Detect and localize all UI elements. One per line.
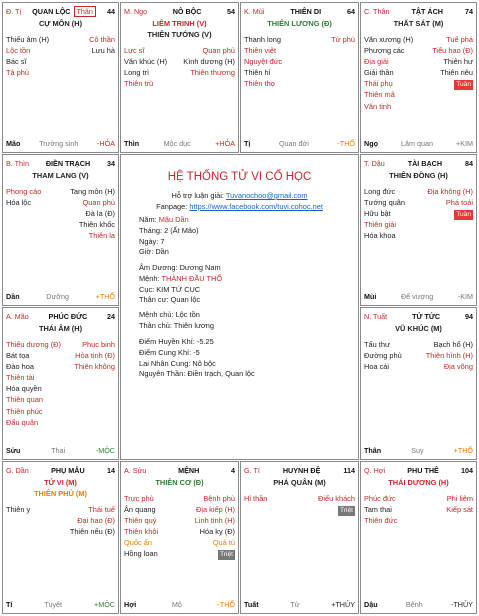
minor-stars-right [89, 34, 115, 78]
minor-star: Hỉ thần [244, 494, 268, 503]
palace-quan-loc[interactable] [2, 2, 119, 153]
minor-star: Tang môn (H) [70, 187, 115, 196]
palace-header [124, 6, 235, 17]
palace-name-group [411, 7, 443, 16]
main-stars [244, 18, 355, 29]
minor-star: Tướng quân [364, 198, 406, 208]
footer-stage: Tuyệt [44, 600, 63, 609]
minor-star: Linh tinh (H) [194, 516, 235, 526]
minor-star: Bệnh phù [203, 494, 235, 503]
main-stars [364, 18, 473, 29]
minor-stars-right [195, 493, 235, 560]
palace-name: TÀI BẠCH [407, 159, 443, 168]
minor-star: Thái phụ [364, 79, 393, 89]
minor-star: Quốc ấn [124, 538, 152, 548]
minor-stars-left [244, 34, 282, 89]
minor-star: Bạch hổ (H) [433, 340, 473, 349]
minor-star: Kiếp sát [446, 505, 473, 515]
fanpage-label: Fanpage: [156, 202, 188, 211]
footer-chi: Tí [6, 600, 13, 609]
minor-star: Thiên hỉ [244, 68, 271, 78]
footer-stage: Trường sinh [39, 139, 79, 148]
footer-stage: Bệnh [405, 600, 423, 609]
minor-star: Thái tuế [88, 505, 115, 514]
menh-chu: Mệnh chủ: Lộc tồn [139, 310, 200, 319]
footer-element: -THỦY [451, 600, 473, 609]
main-star: VŨ KHÚC (M) [395, 324, 442, 333]
palace-can-chi: C. Thân [364, 7, 390, 16]
footer-element: -HỎA [97, 139, 115, 148]
minor-star: Địa giải [364, 57, 389, 67]
minor-star: Hóa khoa [364, 231, 396, 241]
minor-star: Quan phủ [202, 46, 235, 55]
palace-name-group [178, 466, 199, 475]
footer-chi: Sửu [6, 446, 21, 455]
footer-stage: Tử [290, 600, 300, 609]
support-label: Hỗ trợ luận giải: [171, 191, 224, 200]
minor-star: Tuế phá [446, 35, 473, 44]
minor-star: Địa kiếp (H) [195, 505, 235, 515]
fanpage-line [121, 202, 358, 211]
palace-index: 44 [107, 7, 115, 16]
minor-star: Quan phù [82, 198, 115, 208]
system-title: HỆ THỐNG TỬ VI CỔ HỌC [167, 171, 312, 183]
minor-star: Thiên quý [124, 516, 157, 526]
palace-footer [124, 138, 235, 149]
minor-stars [124, 493, 235, 560]
palace-name-group [46, 159, 90, 168]
palace-footer [6, 291, 115, 302]
palace-phu-the[interactable] [360, 461, 477, 614]
minor-stars-right [331, 34, 355, 89]
triet-badge: Triệt [340, 507, 353, 515]
minor-star: Thiếu dương (Đ) [6, 340, 61, 349]
palace-header [6, 311, 115, 322]
minor-star: Thiên quan [6, 395, 43, 405]
center-info-panel [120, 154, 359, 460]
palace-header [244, 465, 355, 476]
minor-star: Tả phù [6, 68, 30, 78]
footer-chi: Thìn [124, 139, 140, 148]
palace-name: QUAN LỘC [32, 7, 71, 16]
palace-index: 34 [107, 159, 115, 168]
main-star: CỰ MÔN (H) [38, 19, 83, 28]
minor-star: Thiên việt [244, 46, 277, 56]
minor-star: Thiên nếu (Đ) [69, 527, 115, 537]
footer-stage: Thai [51, 446, 66, 455]
minor-stars-left [6, 504, 30, 537]
palace-name-group [49, 312, 88, 321]
palace-footer [124, 599, 235, 610]
minor-star: Bác sĩ [6, 57, 27, 67]
birth-month: Tháng: 2 (Ất Mão) [139, 225, 199, 235]
footer-chi: Ngọ [364, 139, 378, 148]
minor-star: Bát tọa [6, 351, 30, 361]
palace-name-group [173, 7, 202, 16]
destiny-info [139, 263, 350, 306]
palace-header [364, 465, 473, 476]
palace-footer [364, 291, 473, 302]
minor-star: Đẩu quân [6, 417, 39, 427]
main-star: PHÁ QUÂN (M) [273, 478, 326, 487]
palace-name-group [408, 159, 442, 168]
footer-element: +THỔ [453, 446, 473, 455]
than-badge: Thân [74, 6, 96, 17]
palace-index: 64 [347, 7, 355, 16]
minor-stars-left [124, 45, 167, 89]
palace-header [124, 465, 235, 476]
minor-star: Lộc tồn [6, 46, 31, 56]
lai-nhan-cung: Lai Nhân Cung: Nô bộc [139, 358, 216, 368]
tuan-badge: Tuần [456, 81, 471, 89]
minor-star: Thiên đức [364, 516, 398, 526]
score-info [139, 337, 350, 380]
main-stars [6, 477, 115, 499]
minor-star: Thiên phúc [6, 406, 43, 416]
main-star: THIÊN TƯỚNG (V) [147, 30, 212, 39]
minor-stars-right [446, 493, 473, 526]
main-stars [6, 18, 115, 29]
palace-header [364, 6, 473, 17]
palace-index: 74 [464, 7, 473, 16]
minor-stars-left [364, 34, 413, 112]
palace-footer [6, 445, 115, 456]
minor-star: Cô thần [89, 35, 115, 44]
main-star: THIÊN CƠ (Đ) [155, 478, 204, 487]
minor-stars-right [318, 493, 355, 516]
palace-tat-ach[interactable] [360, 2, 477, 153]
minor-star: Đường phù [364, 351, 402, 361]
birth-hour: Giờ: Dần [139, 247, 169, 257]
footer-stage: Lâm quan [401, 139, 433, 148]
minor-stars [6, 34, 115, 78]
cuc: Cục: KIM TỨ CỤC [139, 284, 201, 294]
palace-index: 54 [226, 7, 235, 16]
fanpage-link[interactable]: https://www.facebook.com/tuvi.cohoc.net [189, 202, 323, 211]
diem-huyen-khi: Điểm Huyền Khí: -5.25 [139, 337, 214, 346]
minor-stars-left [124, 493, 158, 560]
palace-name: THIÊN DI [290, 7, 322, 16]
than-chu: Thân chủ: Thiên lương [139, 320, 214, 330]
minor-star: Thiên thương [190, 68, 235, 78]
palace-name-group [407, 466, 439, 475]
menh-element: Mệnh: THÀNH ĐẦU THỔ [139, 273, 223, 283]
minor-star: Nguyệt đức [244, 57, 283, 67]
palace-can-chi: T. Dậu [364, 159, 385, 168]
minor-star: Thiên riêu [440, 68, 473, 78]
palace-header [364, 158, 473, 169]
palace-tai-bach[interactable] [360, 154, 477, 306]
minor-star: Tử phù [331, 35, 355, 44]
minor-star: Quả tú [212, 538, 235, 548]
minor-star: Phượng các [364, 46, 405, 56]
footer-element: -THỔ [337, 139, 355, 148]
palace-name: TẬT ÁCH [411, 7, 443, 16]
minor-stars-right [426, 339, 473, 372]
main-star: THIÊN LƯƠNG (Đ) [267, 19, 332, 28]
palace-can-chi: Q. Hợi [364, 466, 386, 475]
palace-header [364, 311, 473, 322]
minor-star: Văn tinh [364, 101, 392, 111]
palace-name: PHÚC ĐỨC [48, 312, 88, 321]
minor-star: Thiên không [74, 362, 115, 372]
minor-star: Giải thần [364, 68, 394, 78]
footer-stage: Quan đới [278, 139, 309, 148]
minor-stars [364, 186, 473, 241]
minor-star: Thiên mã [364, 90, 395, 100]
main-star: THIÊN ĐỒNG (H) [389, 171, 448, 180]
minor-star: Kình dương (H) [183, 57, 235, 67]
palace-dien-trach[interactable] [2, 154, 119, 306]
footer-element: -THỔ [217, 600, 235, 609]
minor-star: Văn khúc (H) [124, 57, 168, 67]
minor-star: Thiên hình (H) [425, 351, 473, 361]
palace-can-chi: N. Tuất [364, 312, 388, 321]
minor-star: Tiểu hao (Đ) [432, 46, 473, 56]
birth-day: Ngày: 7 [139, 236, 165, 246]
main-star: LIÊM TRINH (V) [152, 19, 207, 28]
palace-index: 14 [106, 466, 115, 475]
diem-cung-khi: Điểm Cung Khí: -5 [139, 347, 200, 357]
palace-huynh-de[interactable] [240, 461, 359, 614]
minor-stars-left [364, 493, 397, 526]
palace-name: PHỤ MẪU [51, 466, 85, 475]
minor-star: Địa không (H) [427, 187, 473, 196]
footer-chi: Tị [244, 139, 251, 148]
minor-star: Văn xương (H) [364, 35, 414, 44]
minor-stars-right [427, 186, 473, 241]
am-duong: Âm Dương: Dương Nam [139, 263, 221, 272]
minor-star: Đại hao (Đ) [77, 516, 115, 526]
palace-menh[interactable] [120, 461, 239, 614]
footer-stage: Đế vượng [400, 292, 434, 301]
minor-stars [364, 493, 473, 526]
minor-star: Thiên y [6, 505, 31, 514]
minor-stars [6, 504, 115, 537]
minor-star: Hỏa tinh (Đ) [75, 351, 115, 361]
palace-footer [244, 138, 355, 149]
main-star: THAM LANG (V) [32, 171, 89, 180]
footer-chi: Dần [6, 292, 20, 301]
palace-header [6, 158, 115, 169]
main-stars [6, 170, 115, 181]
footer-stage: Mộc dục [163, 139, 191, 148]
main-stars [364, 477, 473, 488]
palace-footer [244, 599, 355, 610]
minor-stars-left [6, 34, 49, 78]
minor-star: Hoa cái [364, 362, 390, 372]
minor-stars-left [364, 339, 402, 372]
palace-name-group [32, 6, 96, 17]
minor-star: Phục binh [82, 340, 115, 349]
palace-footer [364, 138, 473, 149]
birth-info [139, 215, 350, 258]
footer-chi: Tuất [244, 600, 259, 609]
palace-footer [364, 599, 473, 610]
palace-index: 94 [464, 312, 473, 321]
minor-star: Phong cáo [6, 187, 42, 196]
minor-star: Long trì [124, 68, 150, 78]
minor-star: Đà la (Đ) [85, 209, 115, 219]
palace-name: NÔ BỘC [172, 7, 202, 16]
than-cu: Thân cư: Quan lộc [139, 295, 201, 305]
palace-footer [6, 599, 115, 610]
minor-star: Thiên la [88, 231, 115, 241]
palace-index: 4 [230, 466, 235, 475]
minor-star: Thanh long [244, 35, 281, 44]
footer-stage: Suy [411, 446, 424, 455]
minor-stars [124, 45, 235, 89]
footer-chi: Mùi [364, 292, 377, 301]
palace-header [6, 465, 115, 476]
minor-stars-right [183, 45, 235, 89]
palace-header [6, 6, 115, 17]
minor-stars-right [70, 186, 115, 241]
palace-phuc-duc[interactable] [2, 307, 119, 460]
tuan-badge: Tuần [456, 211, 471, 219]
palace-can-chi: Đ. Tị [6, 7, 22, 16]
palace-footer [6, 138, 115, 149]
footer-chi: Mão [6, 139, 21, 148]
palace-can-chi: B. Thìn [6, 159, 30, 168]
minor-star: Thiên khôi [124, 527, 159, 537]
minor-stars [364, 339, 473, 372]
minor-star: Hóa quyền [6, 384, 42, 394]
minor-star: Tấu thư [364, 340, 390, 349]
minor-star: Trực phù [124, 494, 154, 503]
minor-stars [364, 34, 473, 112]
main-star: THIÊN PHỦ (M) [34, 489, 87, 498]
support-email-link[interactable]: Tuvanochoo@gmail.com [225, 191, 308, 200]
minor-star: Hóa lộc [6, 198, 32, 208]
palace-name-group [283, 466, 321, 475]
minor-star: Hồng loan [124, 549, 158, 559]
minor-star: Thiên giải [364, 220, 397, 230]
palace-can-chi: K. Mùi [244, 7, 265, 16]
main-stars [124, 18, 235, 40]
palace-can-chi: G. Dần [6, 466, 29, 475]
minor-star: Đào hoa [6, 362, 34, 372]
minor-star: Lưu hà [91, 46, 115, 56]
palace-name: MỆNH [178, 466, 200, 475]
main-star: THÁI ÂM (H) [38, 324, 83, 333]
footer-element: -KIM [457, 292, 473, 301]
minor-star: Ân quang [124, 505, 156, 515]
main-stars [244, 477, 355, 488]
minor-stars-left [364, 186, 405, 241]
footer-element: +THỦY [331, 600, 355, 609]
triet-badge: Triệt [220, 551, 233, 559]
footer-stage: Mộ [171, 600, 182, 609]
palace-index: 104 [461, 466, 473, 475]
main-stars [124, 477, 235, 488]
minor-stars-right [74, 339, 115, 428]
palace-name-group [412, 312, 440, 321]
minor-stars-left [6, 186, 41, 241]
footer-chi: Hợi [124, 600, 137, 609]
nguyen-than: Nguyên Thần: Điền trạch, Quan lộc [139, 369, 255, 379]
palace-can-chi: M. Ngọ [124, 7, 148, 16]
footer-chi: Thân [364, 446, 382, 455]
minor-stars-left [6, 339, 61, 428]
palace-index: 114 [343, 466, 355, 475]
palace-name: HUYNH ĐỆ [282, 466, 321, 475]
minor-star: Tam thai [364, 505, 392, 515]
support-line [121, 191, 358, 200]
main-stars [364, 323, 473, 334]
palace-name: PHU THÊ [407, 466, 439, 475]
palace-index: 84 [465, 159, 473, 168]
footer-element: +THỔ [95, 292, 115, 301]
palace-no-boc[interactable] [120, 2, 239, 153]
palace-name: TỬ TỨC [412, 312, 441, 321]
minor-star: Phúc đức [364, 494, 396, 503]
minor-star: Hữu bật [364, 209, 391, 219]
minor-stars [6, 186, 115, 241]
palace-name-group [290, 7, 321, 16]
main-stars [364, 170, 473, 181]
minor-stars [244, 34, 355, 89]
minor-star: Lực sĩ [124, 46, 145, 55]
minor-star: Điếu khách [318, 494, 355, 503]
palace-phu-mau[interactable] [2, 461, 119, 614]
minor-star: Thiên hư [443, 57, 473, 67]
palace-can-chi: A. Sửu [124, 466, 147, 475]
minor-star: Thiên khốc [78, 220, 115, 230]
footer-element: -MỘC [95, 446, 115, 455]
minor-star: Thiên trù [124, 79, 154, 89]
main-star: TỬ VI (M) [44, 478, 77, 487]
palace-can-chi: A. Mão [6, 312, 29, 321]
palace-can-chi: G. Tí [244, 466, 260, 475]
palace-thien-di[interactable] [240, 2, 359, 153]
palace-footer [364, 445, 473, 456]
minor-stars [6, 339, 115, 428]
minor-star: Thiên thọ [244, 79, 275, 89]
footer-stage: Dưỡng [46, 292, 69, 301]
palace-header [244, 6, 355, 17]
minor-stars-right [432, 34, 473, 112]
minor-star: Địa võng [443, 362, 473, 372]
footer-element: +HỎA [215, 139, 235, 148]
minor-star: Thiên tài [6, 373, 35, 383]
minor-star: Hóa kỵ (Đ) [199, 527, 235, 537]
footer-element: +KIM [456, 139, 473, 148]
ruler-info [139, 310, 350, 332]
minor-star: Thiếu âm (H) [6, 35, 50, 44]
main-star: THÁI DƯƠNG (H) [388, 478, 449, 487]
minor-star: Phá toái [445, 198, 473, 208]
palace-name-group [51, 466, 85, 475]
minor-star: Long đức [364, 187, 396, 196]
minor-stars-right [70, 504, 115, 537]
palace-tu-tuc[interactable] [360, 307, 477, 460]
footer-element: +MỘC [94, 600, 115, 609]
minor-stars [244, 493, 355, 516]
main-stars [6, 323, 115, 334]
minor-star: Phi liêm [446, 494, 473, 503]
birth-year: Năm: Mậu Dần [139, 215, 189, 224]
main-star: THẤT SÁT (M) [393, 19, 444, 28]
minor-stars-left [244, 493, 267, 516]
footer-chi: Dậu [364, 600, 378, 609]
palace-name: ĐIỀN TRẠCH [45, 159, 91, 168]
palace-index: 24 [107, 312, 115, 321]
